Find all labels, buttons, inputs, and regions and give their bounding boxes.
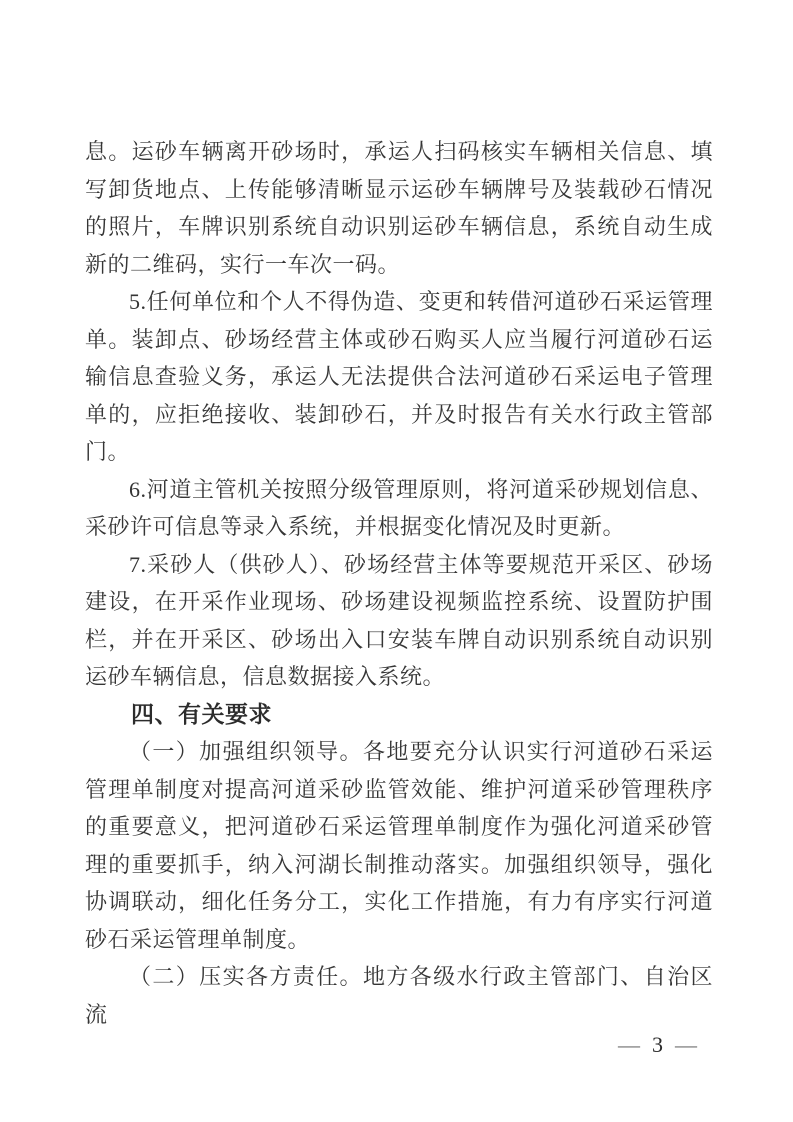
paragraph-item-6: 6.河道主管机关按照分级管理原则，将河道采砂规划信息、采砂许可信息等录入系统，并根据变化情况及时更新。 [85, 476, 713, 539]
paragraph-item-5: 5.任何单位和个人不得伪造、变更和转借河道砂石采运管理单。装卸点、砂场经营主体或砂石购买人应当履行河道砂石运输信息查验义务，承运人无法提供合法河道砂石采运电子管理单的，应拒绝接收、装卸砂石，并及时报告有关水行政主管部门。 [85, 289, 713, 464]
paragraph-continuation: 息。运砂车辆离开砂场时，承运人扫码核实车辆相关信息、填写卸货地点、上传能够清晰显示运砂车辆牌号及装载砂石情况的照片，车牌识别系统自动识别运砂车辆信息，系统自动生成新的二维码，实行一车次一码。 [85, 139, 713, 277]
footer-dash-right: — [675, 1032, 697, 1057]
footer-dash-left: — [618, 1032, 640, 1057]
paragraph-item-7: 7.采砂人（供砂人）、砂场经营主体等要规范开采区、砂场建设，在开采作业现场、砂场建设视频监控系统、设置防护围栏，并在开采区、砂场出入口安装车牌自动识别系统自动识别运砂车辆信息，信息数据接入系统。 [85, 551, 713, 689]
document-body [85, 133, 713, 1033]
page-footer [618, 1032, 697, 1058]
section-heading-requirements: 四、有关要求 [131, 700, 272, 727]
page-number: 3 [652, 1032, 663, 1057]
paragraph-sub-2-responsibility: （二）压实各方责任。地方各级水行政主管部门、自治区流 [85, 964, 713, 1027]
paragraph-sub-1-organization: （一）加强组织领导。各地要充分认识实行河道砂石采运管理单制度对提高河道采砂监管效能、维护河道采砂管理秩序的重要意义，把河道砂石采运管理单制度作为强化河道采砂管理的重要抓手，纳入河湖长制推动落实。加强组织领导，强化协调联动，细化任务分工，实化工作措施，有力有序实行河道砂石采运管理单制度。 [85, 739, 713, 952]
